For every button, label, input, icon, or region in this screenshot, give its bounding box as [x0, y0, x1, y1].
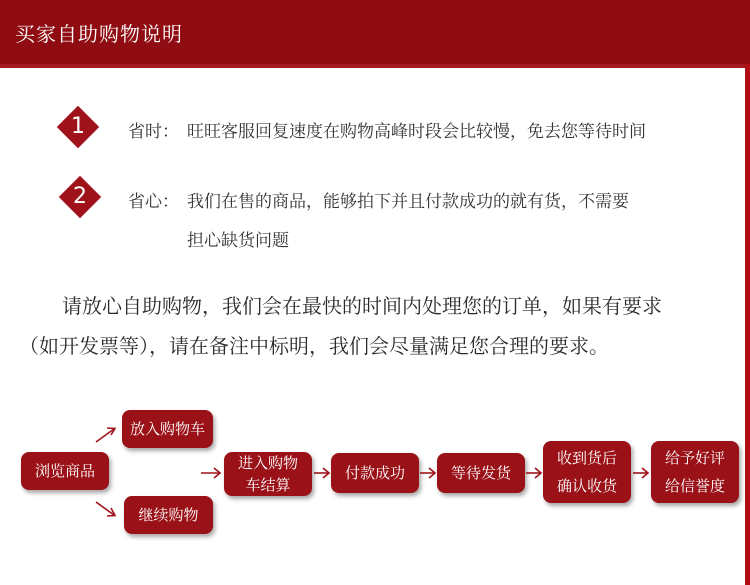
flow-step-receive-line-1: 收到货后: [556, 449, 617, 467]
arrow-down-right-icon: [94, 499, 118, 519]
flow-step-add-to-cart-label: 放入购物车: [129, 420, 205, 438]
item-1-label: 省时：: [128, 122, 179, 142]
arrow-up-right-icon: [94, 425, 118, 445]
arrow-right-icon: [632, 466, 650, 480]
flow-step-checkout-line-1: 进入购物: [237, 454, 298, 472]
flow-step-continue-shopping: [124, 496, 213, 534]
flow-step-paid-label: 付款成功: [344, 464, 405, 482]
flow-step-receive: [543, 441, 631, 503]
notice-paragraph-line-1: 请放心自助购物，我们会在最快的时间内处理您的订单，如果有要求: [62, 294, 662, 318]
item-1-text: 旺旺客服回复速度在购物高峰时段会比较慢，免去您等待时间: [187, 122, 646, 142]
flow-step-review: [651, 441, 739, 503]
flow-step-paid: [331, 453, 419, 493]
arrow-right-icon: [525, 466, 543, 480]
item-2-label: 省心：: [128, 192, 179, 212]
arrow-right-icon: [200, 466, 222, 480]
number-badge-1-label: 1: [71, 114, 85, 139]
flow-step-add-to-cart: [122, 410, 213, 448]
arrow-right-icon: [313, 466, 331, 480]
arrow-right-icon: [419, 466, 437, 480]
flow-step-review-line-1: 给予好评: [664, 449, 725, 467]
page-title: 买家自助购物说明: [15, 22, 183, 46]
flow-step-checkout: [224, 452, 312, 496]
flow-step-wait-ship-label: 等待发货: [450, 464, 511, 482]
flow-step-continue-shopping-label: 继续购物: [138, 506, 199, 524]
flow-step-checkout-line-2: 车结算: [245, 476, 291, 494]
number-badge-2-label: 2: [73, 184, 87, 209]
header-bar: [0, 0, 750, 68]
item-2-text: 我们在售的商品，能够拍下并且付款成功的就有货，不需要: [187, 192, 629, 212]
flow-step-browse: [21, 452, 109, 490]
right-border: [745, 64, 750, 585]
flow-step-receive-line-2: 确认收货: [556, 477, 617, 495]
item-2-text-continuation: 担心缺货问题: [187, 231, 289, 251]
flow-step-review-line-2: 给信誉度: [664, 477, 725, 495]
flow-step-browse-label: 浏览商品: [34, 462, 95, 480]
notice-paragraph-line-2: （如开发票等），请在备注中标明，我们会尽量满足您合理的要求。: [19, 334, 609, 358]
flow-step-wait-ship: [437, 453, 525, 493]
